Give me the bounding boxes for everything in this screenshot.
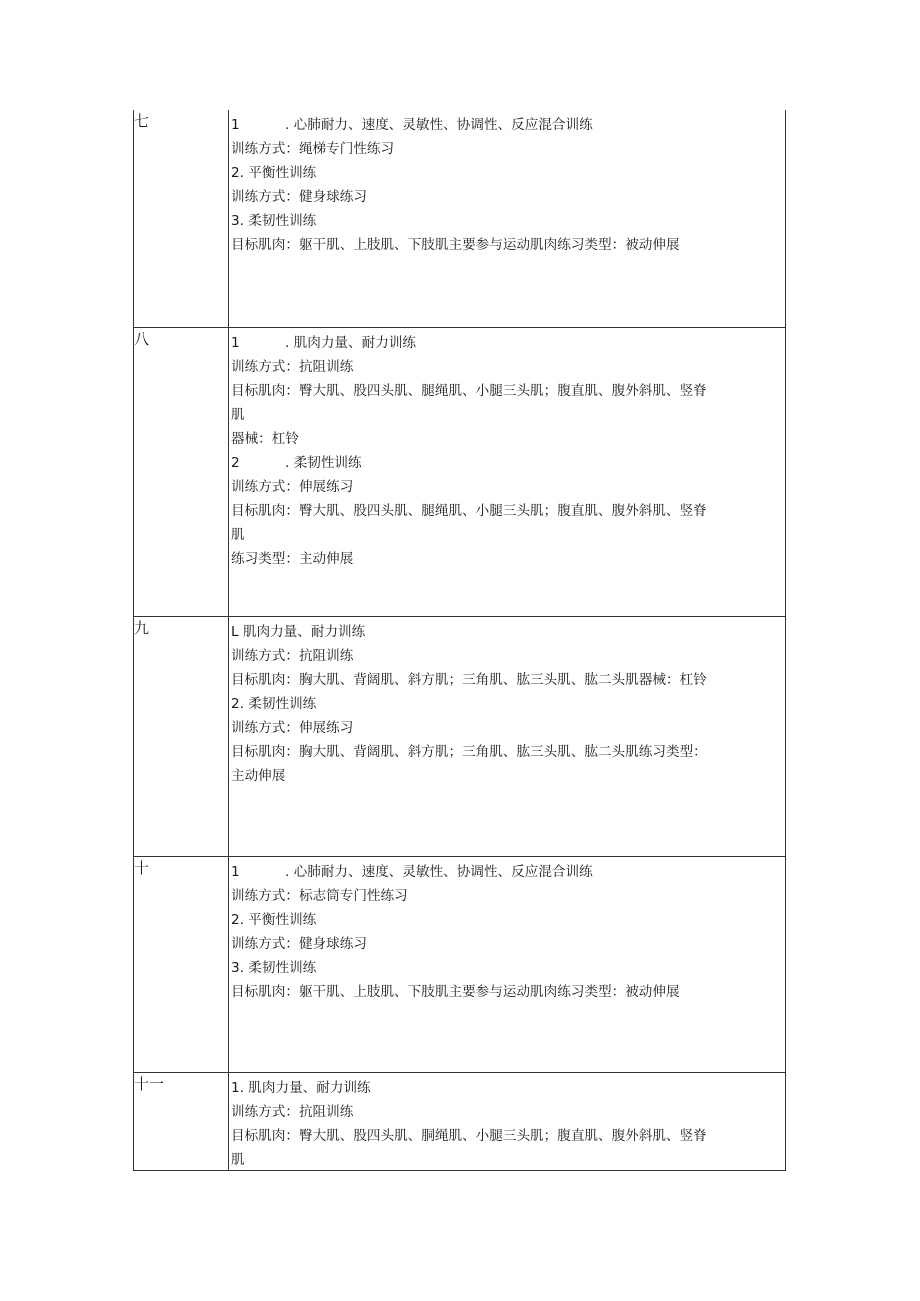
line-text: 目标肌肉：臀大肌、股四头肌、腿绳肌、小腿三头肌；腹直肌、腹外斜肌、竖脊 xyxy=(231,383,707,399)
content-line xyxy=(231,668,779,692)
line-text: 目标肌肉：躯干肌、上肢肌、下肢肌主要参与运动肌肉练习类型：被动伸展 xyxy=(231,984,680,1000)
line-text: . 柔韧性训练 xyxy=(285,455,362,471)
content-line xyxy=(231,113,779,137)
row-divider xyxy=(133,327,786,328)
table-column-divider xyxy=(228,110,229,1171)
content-line xyxy=(231,355,779,379)
line-text: 3. 柔韧性训练 xyxy=(231,213,317,229)
line-text: 训练方式：伸展练习 xyxy=(231,479,354,495)
line-text: . 肌肉力量、耐力训练 xyxy=(285,335,416,351)
content-line xyxy=(231,331,779,355)
line-text: 肌 xyxy=(231,527,245,543)
line-text: L 肌肉力量、耐力训练 xyxy=(231,624,366,640)
content-line xyxy=(231,1124,779,1148)
content-line xyxy=(231,884,779,908)
table-right-border xyxy=(785,110,786,1171)
content-line xyxy=(231,233,779,257)
content-line xyxy=(231,427,779,451)
content-line xyxy=(231,1148,779,1172)
line-text: . 心肺耐力、速度、灵敏性、协调性、反应混合训练 xyxy=(285,864,593,880)
line-text: 肌 xyxy=(231,1152,245,1168)
line-text: 3. 柔韧性训练 xyxy=(231,960,317,976)
table-left-border xyxy=(133,110,134,1171)
line-text: 目标肌肉：胸大肌、背阔肌、斜方肌；三角肌、肱三头肌、肱二头肌练习类型： xyxy=(231,744,707,760)
line-text: 目标肌肉：臀大肌、股四头肌、腿绳肌、小腿三头肌；腹直肌、腹外斜肌、竖脊 xyxy=(231,503,707,519)
content-line xyxy=(231,980,779,1004)
content-line xyxy=(231,716,779,740)
content-line xyxy=(231,764,779,788)
row-divider xyxy=(133,856,786,857)
content-line xyxy=(231,956,779,980)
content-line xyxy=(231,403,779,427)
week-label: 十一 xyxy=(134,1075,165,1093)
content-line xyxy=(231,379,779,403)
training-content xyxy=(231,620,779,788)
line-text: 2. 平衡性训练 xyxy=(231,165,317,181)
line-text: 2. 平衡性训练 xyxy=(231,912,317,928)
content-line xyxy=(231,185,779,209)
line-text: 练习类型：主动伸展 xyxy=(231,551,354,567)
content-line xyxy=(231,451,779,475)
item-number: 1 xyxy=(231,117,240,133)
content-line xyxy=(231,1100,779,1124)
week-label: 十 xyxy=(134,859,150,877)
line-text: 目标肌肉：躯干肌、上肢肌、下肢肌主要参与运动肌肉练习类型：被动伸展 xyxy=(231,237,680,253)
line-text: 目标肌肉：臀大肌、股四头肌、胴绳肌、小腿三头肌；腹直肌、腹外斜肌、竖脊 xyxy=(231,1128,707,1144)
content-line xyxy=(231,547,779,571)
line-text: 主动伸展 xyxy=(231,768,286,784)
content-line xyxy=(231,137,779,161)
line-text: 训练方式：绳梯专门性练习 xyxy=(231,141,395,157)
training-content xyxy=(231,331,779,571)
content-line xyxy=(231,692,779,716)
line-text: 2. 柔韧性训练 xyxy=(231,696,317,712)
line-text: 训练方式：抗阻训练 xyxy=(231,359,354,375)
content-line xyxy=(231,499,779,523)
content-line xyxy=(231,644,779,668)
line-text: 训练方式：健身球练习 xyxy=(231,189,367,205)
content-line xyxy=(231,908,779,932)
line-text: 训练方式：抗阻训练 xyxy=(231,648,354,664)
week-label: 七 xyxy=(134,112,150,130)
line-text: 训练方式：伸展练习 xyxy=(231,720,354,736)
content-line xyxy=(231,1076,779,1100)
content-line xyxy=(231,860,779,884)
week-label: 八 xyxy=(134,330,150,348)
row-divider xyxy=(133,1072,786,1073)
training-content xyxy=(231,1076,779,1172)
content-line xyxy=(231,932,779,956)
content-line xyxy=(231,523,779,547)
training-content xyxy=(231,113,779,257)
line-text: 1. 肌肉力量、耐力训练 xyxy=(231,1080,371,1096)
line-text: 器械：杠铃 xyxy=(231,431,299,447)
week-label: 九 xyxy=(134,619,150,637)
line-text: . 心肺耐力、速度、灵敏性、协调性、反应混合训练 xyxy=(285,117,593,133)
row-divider xyxy=(133,616,786,617)
item-number: 2 xyxy=(231,455,240,471)
content-line xyxy=(231,209,779,233)
line-text: 训练方式：标志筒专门性练习 xyxy=(231,888,408,904)
item-number: 1 xyxy=(231,864,240,880)
line-text: 训练方式：抗阻训练 xyxy=(231,1104,354,1120)
content-line xyxy=(231,620,779,644)
line-text: 目标肌肉：胸大肌、背阔肌、斜方肌；三角肌、肱三头肌、肱二头肌器械：杠铃 xyxy=(231,672,707,688)
training-content xyxy=(231,860,779,1004)
item-number: 1 xyxy=(231,335,240,351)
content-line xyxy=(231,161,779,185)
line-text: 肌 xyxy=(231,407,245,423)
content-line xyxy=(231,740,779,764)
line-text: 训练方式：健身球练习 xyxy=(231,936,367,952)
content-line xyxy=(231,475,779,499)
